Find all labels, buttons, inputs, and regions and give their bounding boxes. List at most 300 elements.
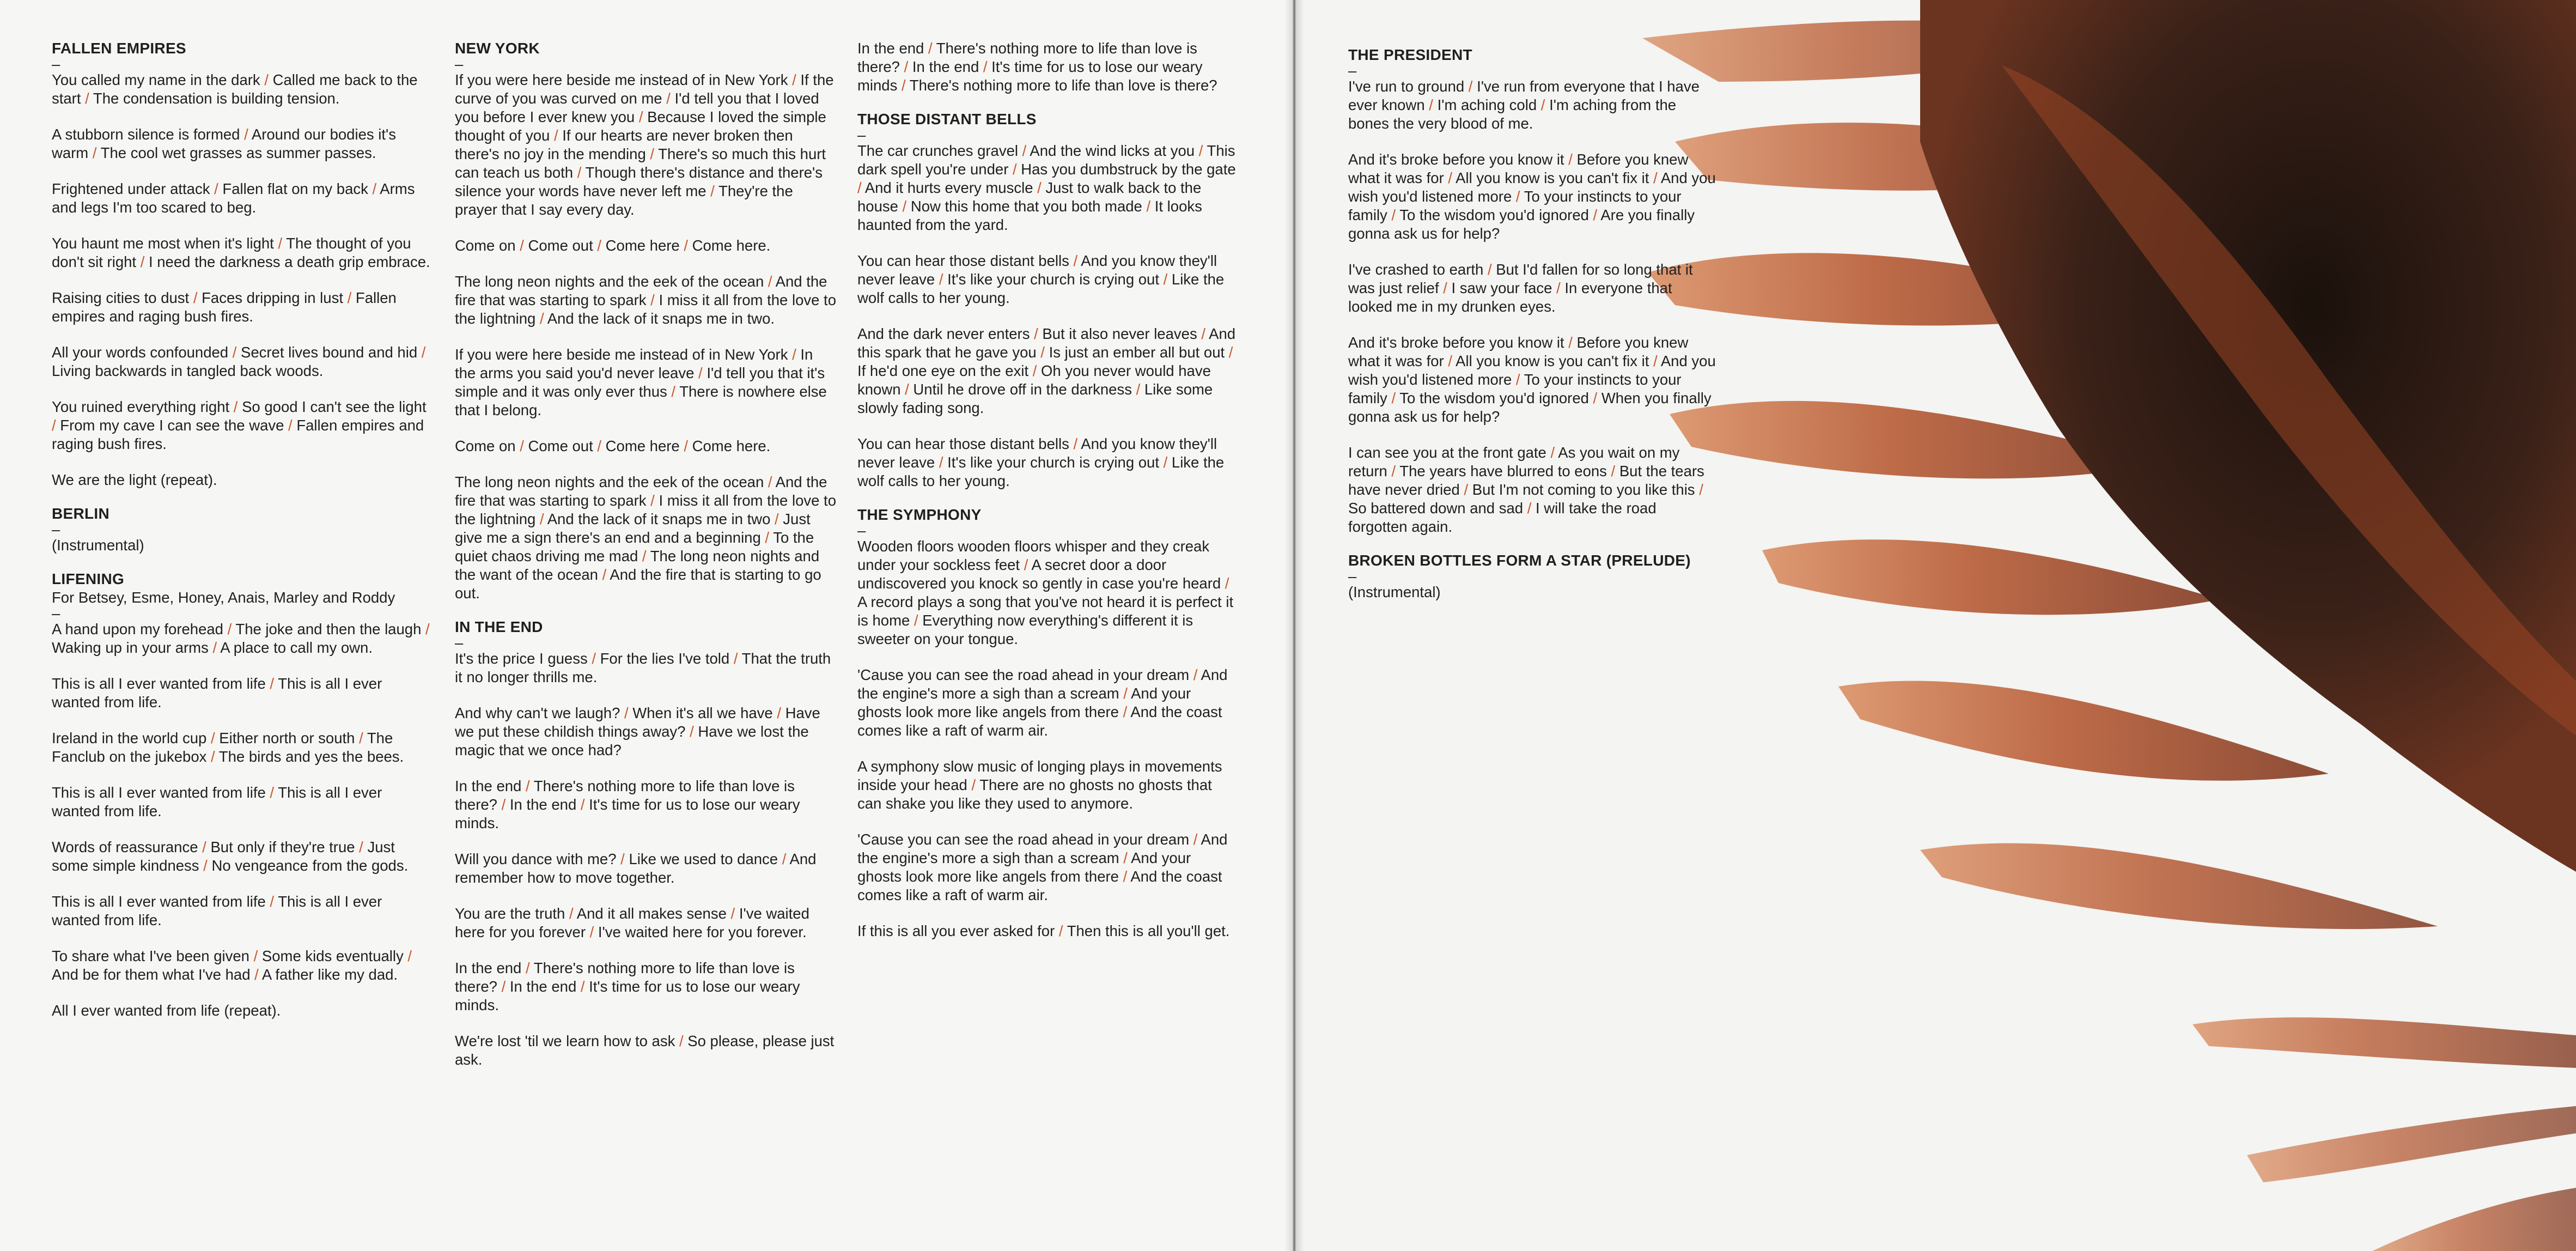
lyric-line: So please, please just ask.	[455, 1033, 835, 1068]
lyric-line: And the coast comes like a raft of warm air.	[857, 703, 1222, 739]
lyric-line: There's nothing more to life than love is there?	[455, 778, 795, 813]
line-separator: /	[967, 776, 980, 793]
lyric-line: The Fanclub on the jukebox	[52, 730, 393, 765]
lyric-line: All I ever wanted from life (repeat).	[52, 1002, 281, 1019]
line-separator: /	[935, 271, 948, 288]
line-separator: /	[497, 978, 510, 995]
lyric-line: Come on	[455, 237, 516, 254]
lyric-line: This is all I ever wanted from life	[52, 784, 266, 801]
lyric-line: If you were here beside me instead of in New York	[455, 71, 788, 88]
lyric-line: I saw your face	[1451, 280, 1552, 296]
line-separator: /	[136, 253, 149, 270]
line-separator: /	[646, 492, 659, 509]
lyric-line: We're lost 'til we learn how to ask	[455, 1033, 675, 1049]
lyric-line: Like some slowly fading song.	[857, 381, 1213, 416]
lyric-line: But it also never leaves	[1042, 325, 1197, 342]
lyric-line: And it all makes sense	[576, 905, 727, 922]
lyric-line: And the fire that is starting to go out.	[455, 566, 821, 602]
lyric-line: And why can't we laugh?	[455, 705, 620, 721]
lyric-line: There's so much this hurt can teach us both	[455, 145, 826, 181]
lyric-stanza	[857, 922, 1239, 940]
line-separator: /	[645, 145, 659, 162]
line-separator: /	[1030, 325, 1043, 342]
line-separator: /	[1444, 169, 1456, 186]
lyric-line: This is all I ever wanted from life	[52, 893, 266, 910]
lyric-line: It's time for us to lose our weary minds.	[455, 796, 800, 831]
lyric-line: So good I can't see the light	[242, 398, 427, 415]
line-separator: /	[897, 77, 910, 94]
lyric-line: And the coast comes like a raft of warm air.	[857, 868, 1222, 903]
lyric-line: You can hear those distant bells	[857, 252, 1069, 269]
line-separator: /	[662, 90, 675, 107]
lyric-line: As you wait on my return	[1348, 444, 1680, 479]
line-separator: /	[1159, 271, 1172, 288]
lyric-line: In the end	[857, 40, 924, 57]
line-separator: /	[1606, 463, 1619, 479]
lyric-line: In the end	[509, 978, 577, 995]
line-separator: /	[273, 235, 287, 252]
lyric-line: The condensation is building tension.	[93, 90, 340, 107]
lyric-line: There's nothing more to life than love is there?	[857, 40, 1197, 75]
line-separator: /	[788, 71, 801, 88]
line-separator: /	[1189, 831, 1201, 848]
line-separator: /	[1483, 261, 1496, 278]
line-separator: /	[788, 346, 801, 363]
song-title: LIFENING	[52, 570, 125, 587]
lyric-line: Now this home that you both made	[910, 198, 1142, 215]
lyric-line: You haunt me most when it's light	[52, 235, 274, 252]
line-separator: /	[576, 796, 589, 813]
line-separator: /	[573, 164, 586, 181]
lyric-stanza	[857, 666, 1239, 740]
lyric-stanza	[52, 289, 433, 326]
line-separator: /	[694, 365, 707, 381]
lyric-line: The birds and yes the bees.	[218, 748, 404, 765]
line-separator: /	[576, 978, 589, 995]
title-dash: –	[1348, 568, 1357, 585]
lyric-line: This dark spell you're under	[857, 142, 1235, 178]
line-separator: /	[635, 108, 648, 125]
lyric-line: That the truth it no longer thrills me.	[455, 650, 831, 685]
lyric-line: Fallen empires and raging bush fires.	[52, 289, 397, 325]
lyric-line: For the lies I've told	[600, 650, 730, 667]
line-separator: /	[249, 948, 262, 964]
lyric-line: In the end	[455, 959, 522, 976]
line-separator: /	[1221, 575, 1229, 592]
lyric-line: And it hurts every muscle	[864, 179, 1033, 196]
lyric-stanza	[857, 325, 1239, 417]
line-separator: /	[81, 90, 93, 107]
lyric-line: But the tears have never dried	[1348, 463, 1704, 498]
lyric-line: A hand upon my forehead	[52, 621, 223, 637]
line-separator: /	[1649, 353, 1661, 369]
lyric-stanza	[857, 142, 1239, 234]
book-spine	[1284, 0, 1304, 1251]
lyric-line: Words of reassurance	[52, 839, 198, 855]
line-separator: /	[206, 748, 219, 765]
lyric-line: In the arms you said you'd never leave	[455, 346, 813, 381]
line-separator: /	[1028, 362, 1042, 379]
lyric-line: Come here	[605, 438, 680, 454]
lyric-line: The long neon nights and the eek of the ocean	[455, 273, 764, 290]
lyrics-column-2	[455, 39, 836, 1084]
lyric-line: I can see you at the front gate	[1348, 444, 1546, 461]
title-dash: –	[857, 522, 866, 539]
line-separator: /	[587, 650, 600, 667]
line-separator: /	[52, 417, 60, 434]
lyric-line: The long neon nights and the want of the ocean	[455, 548, 820, 583]
lyric-line: (Instrumental)	[52, 537, 144, 554]
lyric-stanza	[52, 398, 433, 453]
line-separator: /	[1197, 325, 1209, 342]
lyric-line: Just give me a sign there's an end and a beginning	[455, 511, 811, 546]
line-separator: /	[593, 237, 606, 254]
line-separator: /	[1119, 849, 1131, 866]
lyric-stanza	[1348, 444, 1719, 536]
lyric-stanza	[52, 1001, 433, 1020]
lyric-stanza	[455, 777, 836, 833]
lyric-line: And it's broke before you know it	[1348, 151, 1564, 168]
lyric-line: If the curve of you was curved on me	[455, 71, 834, 107]
line-separator: /	[729, 650, 742, 667]
title-dash: –	[1348, 62, 1357, 79]
lyric-line: All your words confounded	[52, 344, 229, 361]
lyric-line: Come here.	[692, 237, 771, 254]
lyric-stanza	[52, 784, 433, 821]
lyric-line: Around our bodies it's warm	[52, 126, 397, 161]
lyric-line: Frightened under attack	[52, 180, 210, 197]
lyric-line: I'd tell you that it's simple and it was only ever thus	[455, 365, 825, 400]
lyric-line: There's nothing more to life than love is there?	[455, 959, 795, 995]
song-block	[455, 618, 836, 1069]
song-block	[52, 39, 433, 489]
line-separator: /	[1564, 334, 1577, 351]
lyric-line: They're the prayer that I say every day.	[455, 183, 793, 218]
song-block	[1348, 551, 1719, 602]
lyric-line: But only if they're true	[210, 839, 355, 855]
lyric-stanza	[52, 838, 433, 875]
line-separator: /	[620, 705, 633, 721]
line-separator: /	[260, 71, 273, 88]
lyric-line: And your ghosts look more like angels from there	[857, 685, 1191, 720]
line-separator: /	[1189, 666, 1201, 683]
line-separator: /	[726, 905, 739, 922]
song-block	[857, 506, 1239, 940]
lyric-line: Raising cities to dust	[52, 289, 190, 306]
line-separator: /	[1055, 922, 1067, 939]
line-separator: /	[521, 778, 534, 794]
line-separator: /	[250, 966, 262, 983]
lyric-stanza	[1348, 77, 1719, 133]
lyric-stanza	[1348, 150, 1719, 243]
lyric-stanza	[455, 272, 836, 328]
line-separator: /	[1552, 280, 1565, 296]
lyric-stanza	[857, 39, 1239, 95]
line-separator: /	[355, 839, 368, 855]
line-separator: /	[1159, 454, 1172, 471]
lyric-line: Will you dance with me?	[455, 851, 617, 867]
lyric-stanza	[455, 473, 836, 603]
line-separator: /	[1225, 344, 1233, 361]
lyric-line: To the quiet chaos driving me mad	[455, 529, 814, 564]
line-separator: /	[1118, 868, 1131, 885]
lyric-stanza	[455, 850, 836, 887]
lyric-line: Either north or south	[219, 730, 355, 746]
line-separator: /	[679, 438, 692, 454]
lyric-line: Like the wolf calls to her young.	[857, 454, 1225, 489]
title-dash: –	[52, 521, 60, 538]
line-separator: /	[1546, 444, 1558, 461]
lyric-line: All you know is you can't fix it	[1456, 353, 1649, 369]
lyric-line: The long neon nights and the eek of the ocean	[455, 473, 764, 490]
line-separator: /	[1008, 161, 1021, 178]
lyric-stanza	[1348, 260, 1719, 316]
line-separator: /	[515, 237, 528, 254]
line-separator: /	[189, 289, 202, 306]
line-separator: /	[265, 784, 278, 801]
lyric-stanza	[52, 729, 433, 766]
lyric-line: And be for them what I've had	[52, 966, 251, 983]
lyric-line: Like we used to dance	[629, 851, 778, 867]
line-separator: /	[598, 566, 610, 583]
lyric-line: And it's broke before you know it	[1348, 334, 1564, 351]
title-dash: –	[52, 605, 60, 622]
line-separator: /	[585, 924, 598, 940]
lyric-line: And your ghosts look more like angels from there	[857, 849, 1191, 885]
lyric-line: There's nothing more to life than love is there?	[909, 77, 1217, 94]
lyric-line: This is all I ever wanted from life	[52, 675, 266, 692]
song-block	[857, 110, 1239, 490]
line-separator: /	[1464, 78, 1477, 95]
lyric-line: When it's all we have	[632, 705, 773, 721]
lyric-line: In the end	[912, 58, 979, 75]
lyric-line: 'Cause you can see the road ahead in your dream	[857, 831, 1190, 848]
line-separator: /	[899, 58, 912, 75]
lyric-line: If he'd one eye on the exit	[857, 362, 1029, 379]
line-separator: /	[421, 621, 430, 637]
line-separator: /	[535, 511, 547, 527]
line-separator: /	[550, 127, 563, 144]
line-separator: /	[675, 1033, 688, 1049]
lyric-line: It looks haunted from the yard.	[857, 198, 1202, 233]
lyric-line: 'Cause you can see the road ahead in your dream	[857, 666, 1190, 683]
lyric-line: And the engine's more a sigh than a scream	[857, 666, 1228, 702]
song-block	[52, 505, 433, 555]
lyric-line: No vengeance from the gods.	[211, 857, 409, 874]
line-separator: /	[1118, 703, 1131, 720]
lyric-line: And the lack of it snaps me in two	[547, 511, 771, 527]
lyric-line: There are no ghosts no ghosts that can shake you like they used to anymore.	[857, 776, 1212, 812]
line-separator: /	[706, 183, 719, 199]
lyric-line: And the fire that was starting to spark	[455, 473, 827, 509]
line-separator: /	[1439, 280, 1452, 296]
lyric-line: Before you knew what it was for	[1348, 334, 1689, 369]
lyric-stanza	[52, 620, 433, 657]
line-separator: /	[764, 473, 776, 490]
lyric-stanza	[857, 537, 1239, 648]
lyric-line: Just some simple kindness	[52, 839, 395, 874]
song-block	[1348, 46, 1719, 536]
lyric-line: I've waited here for you forever	[455, 905, 809, 940]
lyric-line: Come here	[605, 237, 680, 254]
lyric-line: Have we put these childish things away?	[455, 705, 820, 740]
song-block	[857, 39, 1239, 95]
lyric-line: The thought of you don't sit right	[52, 235, 411, 270]
lyric-line: Come on	[455, 438, 516, 454]
line-separator: /	[1142, 198, 1155, 215]
line-separator: /	[1131, 381, 1144, 398]
lyric-line: Everything now everything's different it is sweeter on your tongue.	[857, 612, 1193, 647]
lyric-line: Faces dripping in lust	[202, 289, 343, 306]
line-separator: /	[515, 438, 528, 454]
line-separator: /	[198, 839, 211, 855]
line-separator: /	[1020, 556, 1032, 573]
lyric-line: Oh you never would have known	[857, 362, 1211, 398]
lyrics-column-3	[857, 39, 1239, 956]
lyric-line: Until he drove off in the darkness	[913, 381, 1132, 398]
title-dash: –	[455, 634, 464, 651]
line-separator: /	[368, 180, 380, 197]
line-separator: /	[1033, 179, 1046, 196]
lyric-line: To share what I've been given	[52, 948, 249, 964]
title-dash: –	[857, 126, 866, 143]
song-title: BROKEN BOTTLES FORM A STAR (PRELUDE)	[1348, 552, 1691, 569]
lyric-line: Just to walk back to the house	[857, 179, 1202, 215]
lyric-line: It's time for us to lose our weary minds.	[455, 978, 800, 1013]
lyric-line: I'm aching from the bones the very blood of me.	[1348, 96, 1677, 132]
line-separator: /	[1444, 353, 1456, 369]
lyric-line: Living backwards in tangled back woods.	[52, 362, 324, 379]
lyric-line: It's like your church is crying out	[947, 271, 1159, 288]
lyric-line: Have we lost the magic that we once had?	[455, 723, 809, 758]
lyric-line: It's like your church is crying out	[947, 454, 1159, 471]
lyric-stanza	[455, 345, 836, 420]
lyric-line: And the fire that was starting to spark	[455, 273, 827, 308]
lyric-line: Fallen empires and raging bush fires.	[52, 417, 424, 452]
lyric-line: Called me back to the start	[52, 71, 418, 107]
line-separator: /	[1695, 481, 1703, 498]
lyric-line: If this is all you ever asked for	[857, 922, 1055, 939]
lyric-line: And the dark never enters	[857, 325, 1030, 342]
lyric-line: Some kids eventually	[261, 948, 404, 964]
lyric-line: (Instrumental)	[1348, 584, 1441, 600]
line-separator: /	[1424, 96, 1438, 113]
song-block	[52, 570, 433, 1020]
line-separator: /	[1564, 151, 1577, 168]
lyric-line: So battered down and sad	[1348, 500, 1524, 517]
lyric-stanza	[857, 830, 1239, 904]
line-separator: /	[770, 511, 783, 527]
line-separator: /	[900, 381, 914, 398]
line-separator: /	[497, 796, 510, 813]
lyric-line: The years have blurred to eons	[1399, 463, 1607, 479]
line-separator: /	[1018, 142, 1030, 159]
song-title: FALLEN EMPIRES	[52, 40, 186, 57]
lyric-line: Arms and legs I'm too scared to beg.	[52, 180, 415, 216]
song-title: THOSE DISTANT BELLS	[857, 111, 1037, 127]
lyric-line: I miss it all from the love to the lightning	[455, 292, 836, 327]
lyric-line: A record plays a song that you've not heard it is perfect it is home	[857, 593, 1234, 629]
lyric-line: You ruined everything right	[52, 398, 230, 415]
lyric-line: This is all I ever wanted from life.	[52, 675, 382, 710]
lyric-line: Waking up in your arms	[52, 639, 209, 656]
lyric-stanza	[857, 435, 1239, 490]
line-separator: /	[764, 273, 776, 290]
line-separator: /	[1195, 142, 1207, 159]
song-dedication: For Betsey, Esme, Honey, Anais, Marley and Roddy	[52, 589, 395, 606]
lyric-stanza	[52, 675, 433, 712]
line-separator: /	[1588, 207, 1601, 223]
lyrics-column-4	[1348, 46, 1719, 617]
lyric-line: A stubborn silence is formed	[52, 126, 240, 143]
line-separator: /	[1512, 188, 1524, 205]
line-separator: /	[778, 851, 790, 867]
lyric-line: To the wisdom you'd ignored	[1399, 207, 1589, 223]
lyric-line: This is all I ever wanted from life.	[52, 784, 382, 819]
title-dash: –	[455, 56, 464, 72]
lyric-stanza	[52, 71, 433, 108]
lyric-line: The cool wet grasses as summer passes.	[100, 144, 376, 161]
lyric-line: I've waited here for you forever.	[598, 924, 807, 940]
line-separator: /	[535, 310, 547, 327]
lyric-line: Come here.	[692, 438, 771, 454]
lyric-line: We are the light (repeat).	[52, 471, 217, 488]
line-separator: /	[679, 237, 692, 254]
lyric-line: And you wish you'd listened more	[1348, 353, 1716, 388]
lyric-line: In the end	[509, 796, 577, 813]
line-separator: /	[265, 675, 278, 692]
lyric-line: If our hearts are never broken then there's no joy in the mending	[455, 127, 793, 162]
line-separator: /	[1387, 390, 1400, 406]
line-separator: /	[857, 179, 865, 196]
lyric-stanza	[857, 757, 1239, 813]
lyric-line: It's time for us to lose our weary minds	[857, 58, 1203, 94]
lyric-line: The car crunches gravel	[857, 142, 1018, 159]
line-separator: /	[979, 58, 992, 75]
lyric-line: You called my name in the dark	[52, 71, 260, 88]
lyric-stanza	[52, 180, 433, 217]
lyric-line: Secret lives bound and hid	[241, 344, 418, 361]
lyric-stanza	[455, 704, 836, 760]
lyric-stanza	[455, 71, 836, 219]
lyric-line: And the engine's more a sigh than a scream	[857, 831, 1228, 866]
line-separator: /	[638, 548, 650, 564]
lyric-line: In everyone that looked me in my drunken eyes.	[1348, 280, 1672, 315]
line-separator: /	[1523, 500, 1536, 517]
lyric-line: A place to call my own.	[220, 639, 373, 656]
line-separator: /	[1036, 344, 1049, 361]
line-separator: /	[593, 438, 606, 454]
lyric-line: I miss it all from the love to the lightning	[455, 492, 836, 527]
title-dash: –	[52, 56, 60, 72]
lyric-line: To your instincts to your family	[1348, 371, 1682, 406]
song-title: BERLIN	[52, 505, 110, 522]
lyric-line: Is just an ember all but out	[1049, 344, 1225, 361]
lyric-line: The joke and then the laugh	[235, 621, 422, 637]
lyric-line: To the wisdom you'd ignored	[1399, 390, 1589, 406]
lyric-stanza	[1348, 333, 1719, 426]
lyric-line: Come out	[528, 438, 593, 454]
line-separator: /	[265, 893, 278, 910]
line-separator: /	[1649, 169, 1661, 186]
line-separator: /	[521, 959, 534, 976]
lyric-line: It's the price I guess	[455, 650, 588, 667]
lyric-line: You can hear those distant bells	[857, 435, 1069, 452]
line-separator: /	[910, 612, 923, 629]
line-separator: /	[1459, 481, 1472, 498]
lyric-stanza	[455, 959, 836, 1015]
lyric-line: In the end	[455, 778, 522, 794]
